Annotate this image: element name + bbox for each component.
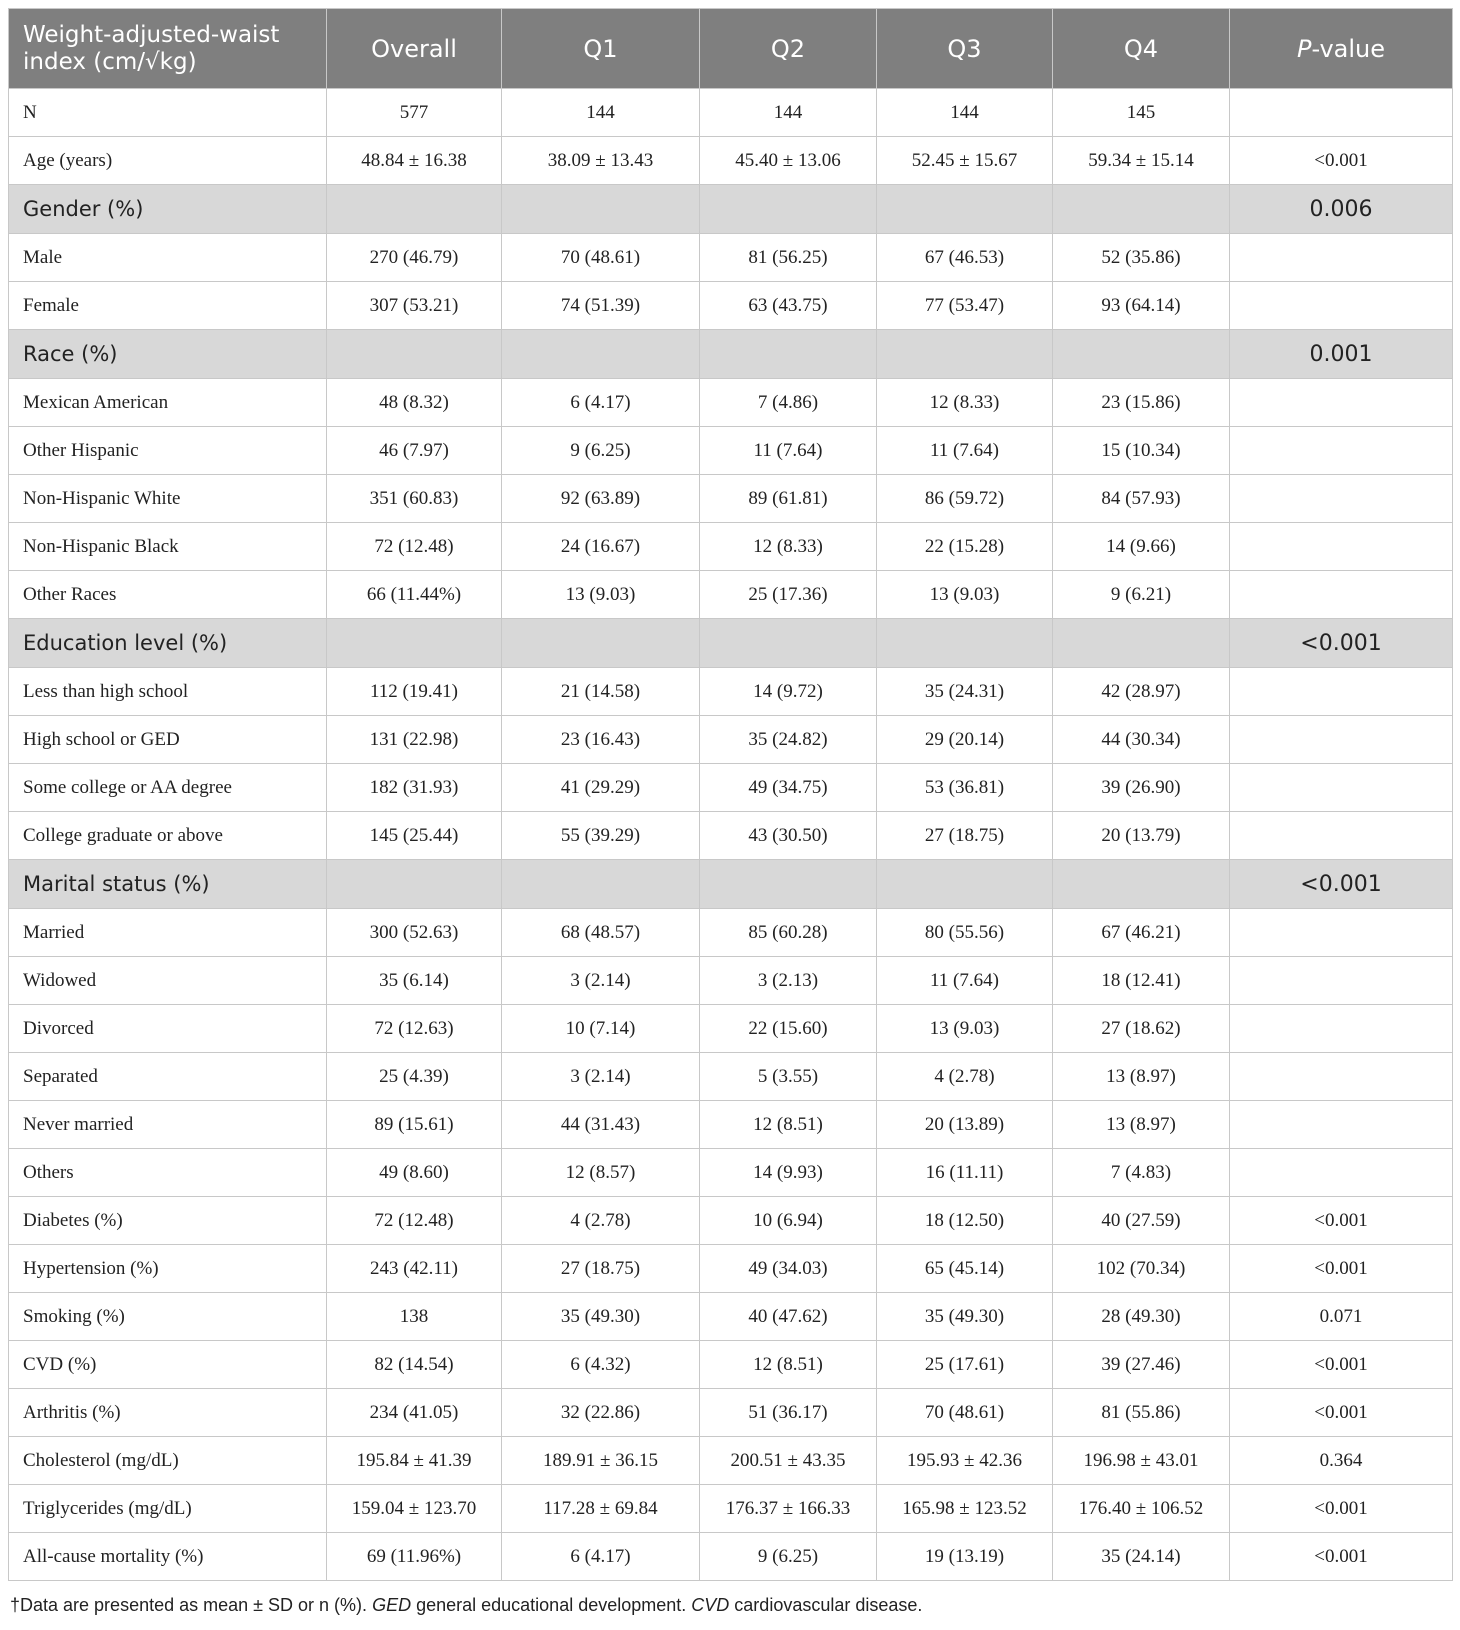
- cell-overall: 131 (22.98): [327, 716, 502, 764]
- table-row: [9, 1053, 1453, 1101]
- cell-q3: 86 (59.72): [877, 475, 1053, 523]
- header-index-label: [9, 9, 327, 89]
- cell-q3: 22 (15.28): [877, 523, 1053, 571]
- cell-p-value: [1230, 475, 1453, 523]
- cell-p-value: [1230, 379, 1453, 427]
- cell-q4: 39 (27.46): [1053, 1341, 1230, 1389]
- cell-q1: 3 (2.14): [502, 957, 700, 1005]
- cell-q2: 12 (8.51): [700, 1101, 877, 1149]
- cell-q3: 13 (9.03): [877, 571, 1053, 619]
- cell-p-value: [1230, 1005, 1453, 1053]
- table-header: [9, 9, 1453, 89]
- cell-q3: 165.98 ± 123.52: [877, 1485, 1053, 1533]
- cell-p-value: [1230, 1149, 1453, 1197]
- cell-q4: [1053, 860, 1230, 909]
- cell-q2: [700, 185, 877, 234]
- baseline-characteristics-table: [8, 8, 1453, 1581]
- header-p-italic: P: [1296, 34, 1312, 63]
- cell-q3: [877, 330, 1053, 379]
- cell-p-value: <0.001: [1230, 619, 1453, 668]
- header-index-line2: index (cm/√kg): [23, 48, 197, 75]
- cell-q2: 12 (8.33): [700, 523, 877, 571]
- table-row: [9, 1389, 1453, 1437]
- cell-overall: 145 (25.44): [327, 812, 502, 860]
- cell-q3: 20 (13.89): [877, 1101, 1053, 1149]
- row-label: Married: [9, 909, 327, 957]
- cell-q1: 32 (22.86): [502, 1389, 700, 1437]
- cell-q1: 23 (16.43): [502, 716, 700, 764]
- table-row: [9, 957, 1453, 1005]
- cell-q2: 81 (56.25): [700, 234, 877, 282]
- cell-overall: 270 (46.79): [327, 234, 502, 282]
- cell-p-value: [1230, 89, 1453, 137]
- row-label: Triglycerides (mg/dL): [9, 1485, 327, 1533]
- cell-p-value: 0.071: [1230, 1293, 1453, 1341]
- row-label: CVD (%): [9, 1341, 327, 1389]
- table-row: [9, 427, 1453, 475]
- row-label: Never married: [9, 1101, 327, 1149]
- header-overall: Overall: [327, 9, 502, 89]
- table-row: [9, 1341, 1453, 1389]
- row-label: N: [9, 89, 327, 137]
- section-label: Education level (%): [9, 619, 327, 668]
- cell-overall: 35 (6.14): [327, 957, 502, 1005]
- cell-q4: 176.40 ± 106.52: [1053, 1485, 1230, 1533]
- header-q1: Q1: [502, 9, 700, 89]
- cell-q3: 12 (8.33): [877, 379, 1053, 427]
- cell-q4: 42 (28.97): [1053, 668, 1230, 716]
- section-label: Gender (%): [9, 185, 327, 234]
- cell-q1: 13 (9.03): [502, 571, 700, 619]
- cell-q4: 52 (35.86): [1053, 234, 1230, 282]
- cell-q2: 35 (24.82): [700, 716, 877, 764]
- footnote: [10, 1595, 922, 1616]
- table-row: [9, 1005, 1453, 1053]
- cell-q4: 93 (64.14): [1053, 282, 1230, 330]
- table-row: [9, 909, 1453, 957]
- cell-q2: 63 (43.75): [700, 282, 877, 330]
- cell-q2: 10 (6.94): [700, 1197, 877, 1245]
- cell-q3: 67 (46.53): [877, 234, 1053, 282]
- table-row: [9, 1245, 1453, 1293]
- cell-q3: 195.93 ± 42.36: [877, 1437, 1053, 1485]
- cell-q4: 59.34 ± 15.14: [1053, 137, 1230, 185]
- row-label: Non-Hispanic White: [9, 475, 327, 523]
- cell-q3: 35 (49.30): [877, 1293, 1053, 1341]
- cell-overall: 138: [327, 1293, 502, 1341]
- cell-q4: 28 (49.30): [1053, 1293, 1230, 1341]
- cell-overall: 195.84 ± 41.39: [327, 1437, 502, 1485]
- cell-q4: 15 (10.34): [1053, 427, 1230, 475]
- cell-overall: [327, 185, 502, 234]
- header-row: [9, 9, 1453, 89]
- cell-q2: 43 (30.50): [700, 812, 877, 860]
- cell-q2: 40 (47.62): [700, 1293, 877, 1341]
- cell-q2: 49 (34.75): [700, 764, 877, 812]
- table-row: [9, 475, 1453, 523]
- cell-q4: [1053, 185, 1230, 234]
- cell-q3: 19 (13.19): [877, 1533, 1053, 1581]
- cell-q4: 196.98 ± 43.01: [1053, 1437, 1230, 1485]
- cell-q2: [700, 860, 877, 909]
- cell-q4: 20 (13.79): [1053, 812, 1230, 860]
- cell-q2: 51 (36.17): [700, 1389, 877, 1437]
- cell-p-value: <0.001: [1230, 1245, 1453, 1293]
- table-row: [9, 1533, 1453, 1581]
- cell-overall: 46 (7.97): [327, 427, 502, 475]
- cell-q4: [1053, 619, 1230, 668]
- cell-q2: 11 (7.64): [700, 427, 877, 475]
- cell-q4: 40 (27.59): [1053, 1197, 1230, 1245]
- cell-p-value: [1230, 812, 1453, 860]
- cell-q1: [502, 619, 700, 668]
- row-label: Other Hispanic: [9, 427, 327, 475]
- cell-q1: [502, 330, 700, 379]
- table-row: [9, 716, 1453, 764]
- cell-q2: 12 (8.51): [700, 1341, 877, 1389]
- cell-q3: [877, 619, 1053, 668]
- cell-q1: 9 (6.25): [502, 427, 700, 475]
- cell-q4: [1053, 330, 1230, 379]
- cell-overall: [327, 330, 502, 379]
- cell-overall: [327, 860, 502, 909]
- cell-q4: 7 (4.83): [1053, 1149, 1230, 1197]
- cell-q4: 44 (30.34): [1053, 716, 1230, 764]
- cell-q1: 38.09 ± 13.43: [502, 137, 700, 185]
- cell-q2: 45.40 ± 13.06: [700, 137, 877, 185]
- cell-q1: 144: [502, 89, 700, 137]
- cell-overall: 234 (41.05): [327, 1389, 502, 1437]
- cell-p-value: 0.006: [1230, 185, 1453, 234]
- cell-q4: 9 (6.21): [1053, 571, 1230, 619]
- cell-overall: 66 (11.44%): [327, 571, 502, 619]
- cell-q3: 70 (48.61): [877, 1389, 1053, 1437]
- header-q2: Q2: [700, 9, 877, 89]
- header-index-line1: Weight-adjusted-waist: [23, 21, 280, 48]
- cell-q3: 11 (7.64): [877, 427, 1053, 475]
- cell-q4: 84 (57.93): [1053, 475, 1230, 523]
- row-label: Female: [9, 282, 327, 330]
- cell-q1: 6 (4.17): [502, 379, 700, 427]
- cell-q1: 117.28 ± 69.84: [502, 1485, 700, 1533]
- cell-q4: 39 (26.90): [1053, 764, 1230, 812]
- footnote-part3: cardiovascular disease.: [729, 1595, 923, 1615]
- cell-q3: 16 (11.11): [877, 1149, 1053, 1197]
- cell-q1: 41 (29.29): [502, 764, 700, 812]
- row-label: College graduate or above: [9, 812, 327, 860]
- cell-q1: 44 (31.43): [502, 1101, 700, 1149]
- cell-q4: 27 (18.62): [1053, 1005, 1230, 1053]
- cell-overall: 159.04 ± 123.70: [327, 1485, 502, 1533]
- cell-q2: 25 (17.36): [700, 571, 877, 619]
- row-label: Diabetes (%): [9, 1197, 327, 1245]
- row-label: All-cause mortality (%): [9, 1533, 327, 1581]
- cell-overall: 72 (12.48): [327, 1197, 502, 1245]
- section-label: Marital status (%): [9, 860, 327, 909]
- cell-q3: 11 (7.64): [877, 957, 1053, 1005]
- row-label: Other Races: [9, 571, 327, 619]
- header-p-value: [1230, 9, 1453, 89]
- cell-p-value: <0.001: [1230, 1341, 1453, 1389]
- cell-q1: 12 (8.57): [502, 1149, 700, 1197]
- cell-p-value: <0.001: [1230, 1533, 1453, 1581]
- cell-p-value: [1230, 282, 1453, 330]
- table-row: [9, 89, 1453, 137]
- row-label: Divorced: [9, 1005, 327, 1053]
- cell-q4: 13 (8.97): [1053, 1101, 1230, 1149]
- cell-q2: 5 (3.55): [700, 1053, 877, 1101]
- cell-q2: 22 (15.60): [700, 1005, 877, 1053]
- section-label: Race (%): [9, 330, 327, 379]
- row-label: High school or GED: [9, 716, 327, 764]
- table-row: [9, 1197, 1453, 1245]
- cell-q4: 145: [1053, 89, 1230, 137]
- cell-q1: 55 (39.29): [502, 812, 700, 860]
- table-row: [9, 379, 1453, 427]
- cell-q1: 35 (49.30): [502, 1293, 700, 1341]
- cell-q2: 176.37 ± 166.33: [700, 1485, 877, 1533]
- cell-overall: 69 (11.96%): [327, 1533, 502, 1581]
- cell-q4: 67 (46.21): [1053, 909, 1230, 957]
- cell-q3: 27 (18.75): [877, 812, 1053, 860]
- cell-overall: 49 (8.60): [327, 1149, 502, 1197]
- cell-p-value: <0.001: [1230, 137, 1453, 185]
- table-row: [9, 1101, 1453, 1149]
- cell-q2: 9 (6.25): [700, 1533, 877, 1581]
- cell-q2: [700, 619, 877, 668]
- table-row: [9, 1437, 1453, 1485]
- cell-q2: 200.51 ± 43.35: [700, 1437, 877, 1485]
- cell-q3: 13 (9.03): [877, 1005, 1053, 1053]
- cell-overall: 577: [327, 89, 502, 137]
- cell-p-value: <0.001: [1230, 1485, 1453, 1533]
- cell-overall: 48 (8.32): [327, 379, 502, 427]
- footnote-part1: †Data are presented as mean ± SD or n (%).: [10, 1595, 373, 1615]
- cell-q2: 7 (4.86): [700, 379, 877, 427]
- cell-p-value: <0.001: [1230, 1389, 1453, 1437]
- cell-p-value: <0.001: [1230, 860, 1453, 909]
- cell-p-value: [1230, 668, 1453, 716]
- cell-q1: [502, 185, 700, 234]
- cell-q3: 53 (36.81): [877, 764, 1053, 812]
- cell-q1: 21 (14.58): [502, 668, 700, 716]
- cell-p-value: [1230, 427, 1453, 475]
- cell-p-value: 0.364: [1230, 1437, 1453, 1485]
- cell-q2: 85 (60.28): [700, 909, 877, 957]
- header-q4: Q4: [1053, 9, 1230, 89]
- row-label: Some college or AA degree: [9, 764, 327, 812]
- cell-q4: 23 (15.86): [1053, 379, 1230, 427]
- cell-q4: 102 (70.34): [1053, 1245, 1230, 1293]
- table-row: [9, 1485, 1453, 1533]
- header-p-rest: -value: [1311, 34, 1386, 63]
- table-row: [9, 137, 1453, 185]
- cell-q3: 144: [877, 89, 1053, 137]
- cell-q1: [502, 860, 700, 909]
- cell-overall: 300 (52.63): [327, 909, 502, 957]
- table-row: [9, 812, 1453, 860]
- row-label: Less than high school: [9, 668, 327, 716]
- table-row: [9, 668, 1453, 716]
- row-label: Cholesterol (mg/dL): [9, 1437, 327, 1485]
- cell-overall: 307 (53.21): [327, 282, 502, 330]
- table-row: [9, 764, 1453, 812]
- row-label: Male: [9, 234, 327, 282]
- section-row: [9, 185, 1453, 234]
- cell-overall: 112 (19.41): [327, 668, 502, 716]
- cell-p-value: 0.001: [1230, 330, 1453, 379]
- cell-p-value: [1230, 909, 1453, 957]
- section-row: [9, 860, 1453, 909]
- cell-overall: 82 (14.54): [327, 1341, 502, 1389]
- footnote-cvd-abbr: CVD: [691, 1595, 730, 1615]
- table-row: [9, 571, 1453, 619]
- row-label: Mexican American: [9, 379, 327, 427]
- cell-p-value: <0.001: [1230, 1197, 1453, 1245]
- cell-overall: [327, 619, 502, 668]
- cell-q3: 65 (45.14): [877, 1245, 1053, 1293]
- cell-overall: 25 (4.39): [327, 1053, 502, 1101]
- cell-q3: 80 (55.56): [877, 909, 1053, 957]
- cell-p-value: [1230, 571, 1453, 619]
- cell-p-value: [1230, 957, 1453, 1005]
- cell-q4: 81 (55.86): [1053, 1389, 1230, 1437]
- cell-q3: [877, 185, 1053, 234]
- cell-overall: 182 (31.93): [327, 764, 502, 812]
- cell-q3: 35 (24.31): [877, 668, 1053, 716]
- row-label: Separated: [9, 1053, 327, 1101]
- cell-q3: [877, 860, 1053, 909]
- footnote-part2: general educational development.: [411, 1595, 692, 1615]
- cell-q1: 6 (4.17): [502, 1533, 700, 1581]
- cell-q2: 3 (2.13): [700, 957, 877, 1005]
- cell-overall: 48.84 ± 16.38: [327, 137, 502, 185]
- cell-q1: 27 (18.75): [502, 1245, 700, 1293]
- cell-q2: 14 (9.72): [700, 668, 877, 716]
- row-label: Arthritis (%): [9, 1389, 327, 1437]
- cell-q1: 70 (48.61): [502, 234, 700, 282]
- footnote-ged-abbr: GED: [372, 1595, 412, 1615]
- row-label: Others: [9, 1149, 327, 1197]
- cell-q3: 25 (17.61): [877, 1341, 1053, 1389]
- table-row: [9, 234, 1453, 282]
- cell-p-value: [1230, 523, 1453, 571]
- cell-overall: 351 (60.83): [327, 475, 502, 523]
- cell-q4: 13 (8.97): [1053, 1053, 1230, 1101]
- cell-q2: 49 (34.03): [700, 1245, 877, 1293]
- cell-q1: 68 (48.57): [502, 909, 700, 957]
- cell-q4: 35 (24.14): [1053, 1533, 1230, 1581]
- table-row: [9, 282, 1453, 330]
- cell-p-value: [1230, 1101, 1453, 1149]
- table-body: [9, 89, 1453, 1581]
- cell-overall: 72 (12.48): [327, 523, 502, 571]
- cell-overall: 72 (12.63): [327, 1005, 502, 1053]
- cell-q1: 74 (51.39): [502, 282, 700, 330]
- cell-p-value: [1230, 1053, 1453, 1101]
- cell-p-value: [1230, 764, 1453, 812]
- cell-q2: 89 (61.81): [700, 475, 877, 523]
- cell-q1: 10 (7.14): [502, 1005, 700, 1053]
- cell-q3: 4 (2.78): [877, 1053, 1053, 1101]
- row-label: Age (years): [9, 137, 327, 185]
- table-row: [9, 1293, 1453, 1341]
- table-row: [9, 1149, 1453, 1197]
- row-label: Smoking (%): [9, 1293, 327, 1341]
- cell-q4: 18 (12.41): [1053, 957, 1230, 1005]
- cell-q2: [700, 330, 877, 379]
- cell-overall: 243 (42.11): [327, 1245, 502, 1293]
- cell-q4: 14 (9.66): [1053, 523, 1230, 571]
- cell-q3: 29 (20.14): [877, 716, 1053, 764]
- cell-q1: 92 (63.89): [502, 475, 700, 523]
- row-label: Hypertension (%): [9, 1245, 327, 1293]
- cell-q2: 14 (9.93): [700, 1149, 877, 1197]
- cell-overall: 89 (15.61): [327, 1101, 502, 1149]
- cell-q1: 3 (2.14): [502, 1053, 700, 1101]
- header-q3: Q3: [877, 9, 1053, 89]
- cell-p-value: [1230, 234, 1453, 282]
- cell-q3: 18 (12.50): [877, 1197, 1053, 1245]
- cell-q1: 189.91 ± 36.15: [502, 1437, 700, 1485]
- cell-q2: 144: [700, 89, 877, 137]
- row-label: Widowed: [9, 957, 327, 1005]
- row-label: Non-Hispanic Black: [9, 523, 327, 571]
- cell-q3: 52.45 ± 15.67: [877, 137, 1053, 185]
- cell-q1: 24 (16.67): [502, 523, 700, 571]
- cell-q3: 77 (53.47): [877, 282, 1053, 330]
- table-row: [9, 523, 1453, 571]
- cell-q1: 4 (2.78): [502, 1197, 700, 1245]
- cell-q1: 6 (4.32): [502, 1341, 700, 1389]
- section-row: [9, 330, 1453, 379]
- cell-p-value: [1230, 716, 1453, 764]
- section-row: [9, 619, 1453, 668]
